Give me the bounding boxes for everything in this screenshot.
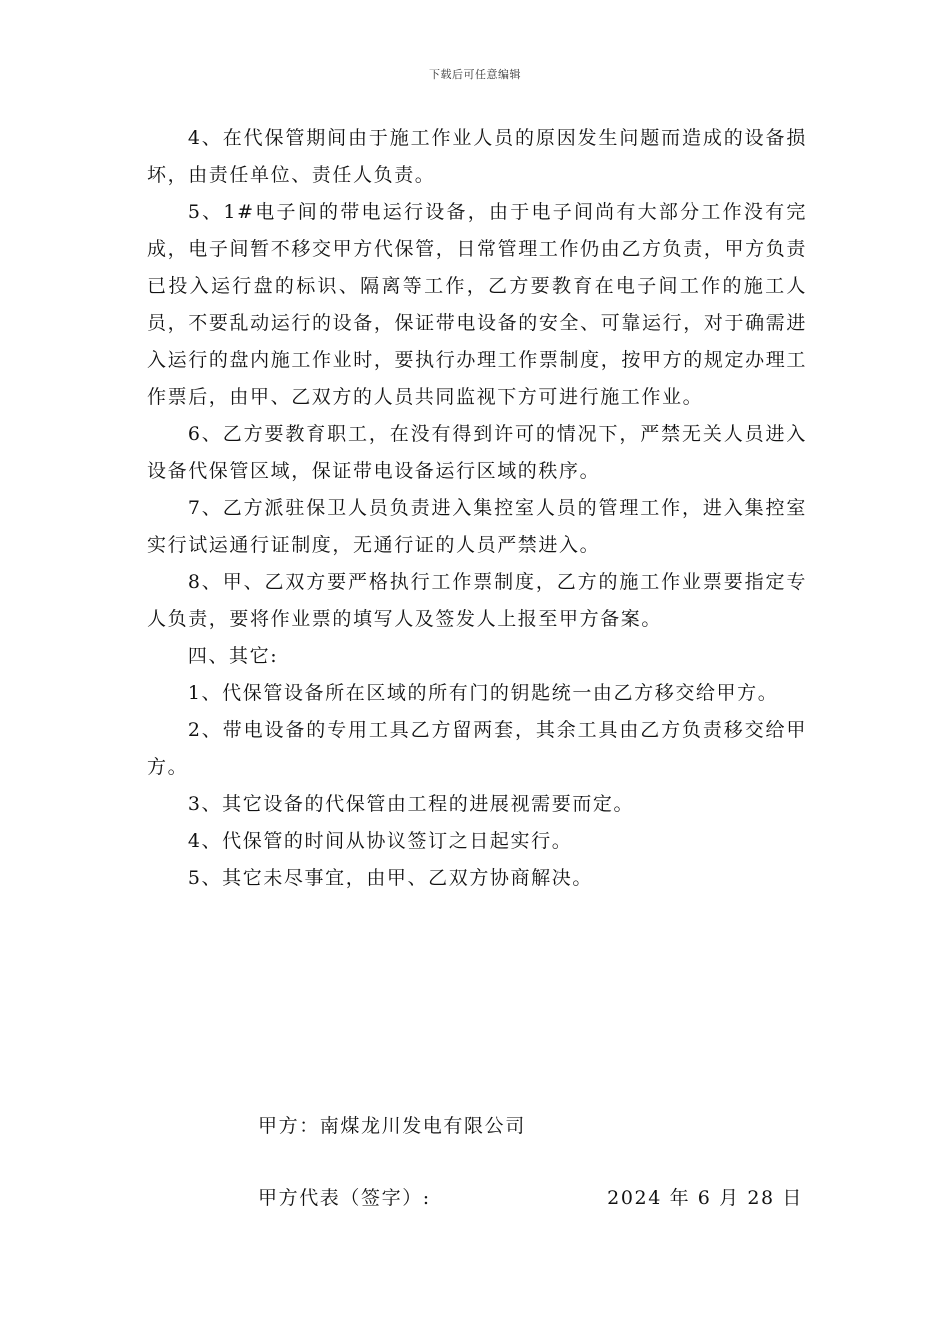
clause-paragraph: 4、代保管的时间从协议签订之日起实行。 bbox=[187, 830, 573, 852]
clause-paragraph: 4、在代保管期间由于施工作业人员的原因发生问题而造成的设备损坏，由责任单位、责任人负责。 bbox=[147, 127, 807, 186]
clause-paragraph: 5、其它未尽事宜，由甲、乙双方协商解决。 bbox=[187, 867, 593, 889]
clause-paragraph: 8、甲、乙双方要严格执行工作票制度，乙方的施工作业票要指定专人负责，要将作业票的填写人及签发人上报至甲方备案。 bbox=[147, 571, 807, 630]
clause-paragraph: 5、1#电子间的带电运行设备，由于电子间尚有大部分工作没有完成，电子间暂不移交甲方代保管，日常管理工作仍由乙方负责，甲方负责已投入运行盘的标识、隔离等工作，乙方要教育在电子间工作的施工人员，不要乱动运行的设备，保证带电设备的安全、可靠运行，对于确需进入运行的盘内施工作业时，要执行办理工作票制度，按甲方的规定办理工作票后，由甲、乙双方的人员共同监视下方可进行施工作业。 bbox=[147, 201, 807, 408]
clause-paragraph: 7、乙方派驻保卫人员负责进入集控室人员的管理工作，进入集控室实行试运通行证制度，无通行证的人员严禁进入。 bbox=[147, 497, 807, 556]
clause-paragraph: 6、乙方要教育职工，在没有得到许可的情况下，严禁无关人员进入设备代保管区域，保证带电设备运行区域的秩序。 bbox=[147, 423, 807, 482]
clause-paragraph: 3、其它设备的代保管由工程的进展视需要而定。 bbox=[187, 793, 635, 815]
signature-line bbox=[258, 1183, 803, 1210]
document-body bbox=[147, 120, 807, 897]
clause-paragraph: 1、代保管设备所在区域的所有门的钥匙统一由乙方移交给甲方。 bbox=[187, 682, 779, 704]
page-header-note: 下载后可任意编辑 bbox=[429, 68, 521, 81]
section-heading: 四、其它: bbox=[187, 645, 279, 667]
signing-date: 2024 年 6 月 28 日 bbox=[607, 1187, 803, 1209]
representative-signature-label: 甲方代表（签字）: bbox=[258, 1187, 431, 1209]
party-a-name: 甲方：南煤龙川发电有限公司 bbox=[258, 1115, 526, 1137]
clause-paragraph: 2、带电设备的专用工具乙方留两套，其余工具由乙方负责移交给甲方。 bbox=[147, 719, 807, 778]
